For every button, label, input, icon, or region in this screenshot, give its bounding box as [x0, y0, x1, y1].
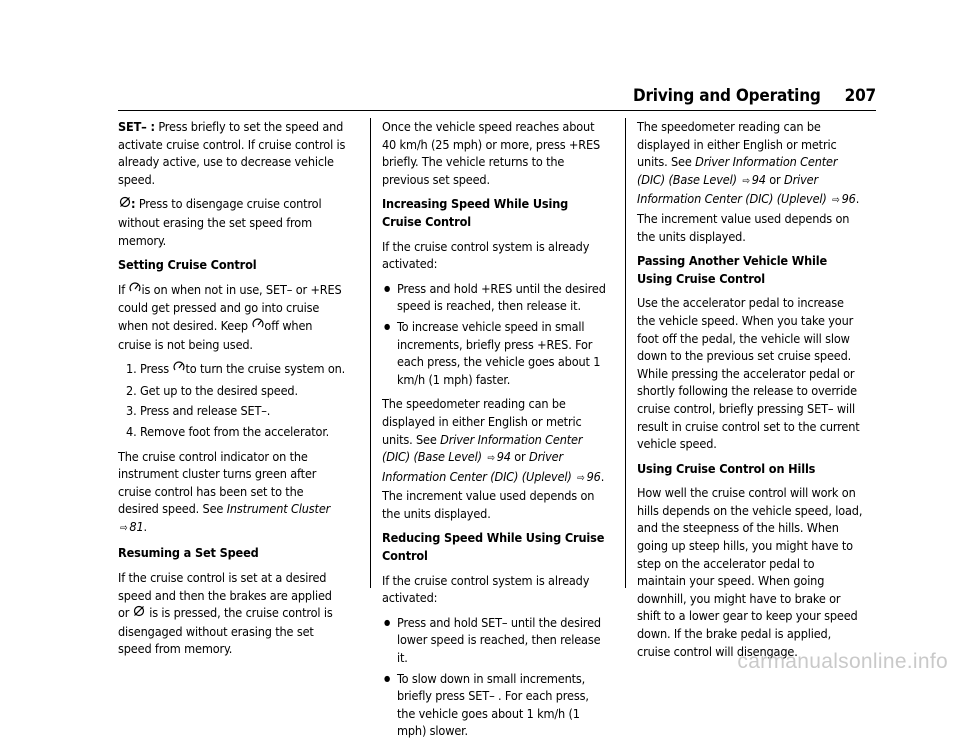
column-divider: [370, 118, 371, 588]
column-2: [382, 118, 610, 747]
cruise-cancel-icon: [118, 196, 131, 214]
page-header: [633, 86, 876, 106]
paragraph: Once the vehicle speed reaches about 40 km/h (25 mph) or more, press +RES briefly. The vehicle returns to the previous set speed.: [382, 119, 601, 187]
paragraph: The speedometer reading can be displayed in either English or metric units. See Driver Information Center (DIC) (Base Level) ⇨ 94 or Driver Information Center (DIC) (Uplevel) ⇨ 96. The increment value used depends on the units displayed.: [382, 396, 605, 521]
list-item: 1. Press to turn the cruise system on.: [140, 360, 346, 379]
list-item: ● To increase vehicle speed in small increments, briefly press +RES. For each press, the vehicle goes about 1 km/h (1 mph) faster.: [397, 318, 610, 388]
list-item: ● Press and hold +RES until the desired speed is reached, then release it.: [397, 280, 610, 315]
subheading: Passing Another Vehicle While Using Cruise Control: [637, 253, 828, 286]
paragraph: If the cruise control is set at a desired speed and then the brakes are applied or is is pressed, the cruise control is disengaged without erasing the set speed from memory.: [118, 570, 333, 657]
subheading: Resuming a Set Speed: [118, 545, 259, 561]
cruise-control-icon: [128, 282, 141, 300]
page-arrow-icon: ⇨: [577, 472, 585, 484]
subheading: Increasing Speed While Using Cruise Control: [382, 196, 569, 229]
steps-list: [118, 360, 346, 440]
cross-reference[interactable]: Driver Information Center (DIC) (Uplevel): [382, 449, 572, 484]
page-reference[interactable]: 96: [841, 191, 856, 207]
bullet-list: [382, 280, 610, 389]
cross-reference[interactable]: Driver Information Center (DIC) (Uplevel): [637, 171, 827, 207]
column-1: [118, 118, 346, 665]
list-item: 4. Remove foot from the accelerator.: [140, 423, 346, 441]
paragraph: The cruise control indicator on the instrument cluster turns green after cruise control has been set to the desired speed. See Instrument Cluster ⇨ 81.: [118, 448, 331, 534]
cruise-control-icon: [172, 361, 185, 379]
page-arrow-icon: ⇨: [120, 522, 128, 534]
list-item: ● To slow down in small increments, briefly press SET– . For each press, the vehicle goes about 1 km/h (1 mph) slower.: [397, 670, 610, 740]
page-reference[interactable]: 94: [496, 449, 511, 465]
column-divider: [625, 118, 626, 588]
paragraph: SET– : Press briefly to set the speed and activate cruise control. If cruise control is already active, use to decrease vehicle speed.: [118, 119, 346, 187]
subheading: Reducing Speed While Using Cruise Control: [382, 530, 605, 564]
list-item: ● Press and hold SET– until the desired lower speed is reached, then release it.: [397, 614, 610, 667]
paragraph: Use the accelerator pedal to increase the vehicle speed. When you take your foot off the pedal, the vehicle will slow down to the previous set cruise speed. While pressing the accelerator pedal or shortly following the release to override cruise control, briefly pressing SET– will result in cruise control set to the current vehicle speed.: [637, 295, 860, 452]
cruise-cancel-icon: [133, 605, 146, 623]
paragraph: If the cruise control system is already activated:: [382, 572, 590, 606]
paragraph: If is on when not in use, SET– or +RES could get pressed and go into cruise when not desired. Keep off when cruise is not being used.: [118, 281, 342, 352]
page-arrow-icon: ⇨: [742, 175, 750, 187]
subheading: Using Cruise Control on Hills: [637, 460, 816, 476]
page-arrow-icon: ⇨: [832, 195, 840, 207]
list-item: 2. Get up to the desired speed.: [140, 382, 346, 400]
watermark: carmanualsonline.info: [737, 650, 948, 673]
header-rule: [118, 110, 876, 111]
cross-reference[interactable]: Instrument Cluster: [226, 501, 331, 517]
cruise-control-icon: [251, 318, 264, 336]
cross-reference[interactable]: Driver Information Center (DIC) (Base Level): [637, 154, 838, 187]
page-reference[interactable]: 94: [751, 171, 766, 187]
page-reference[interactable]: 81: [129, 518, 144, 534]
page-arrow-icon: ⇨: [487, 453, 495, 465]
section-title: Driving and Operating: [632, 86, 821, 106]
paragraph: : Press to disengage cruise control without erasing the set speed from memory.: [118, 196, 322, 248]
list-item: 3. Press and release SET–.: [140, 402, 346, 420]
bullet-list: [382, 614, 610, 740]
paragraph: The speedometer reading can be displayed in either English or metric units. See Driver Information Center (DIC) (Base Level) ⇨ 94 or Driver Information Center (DIC) (Uplevel) ⇨ 96. The increment value used depends on the units displayed.: [637, 119, 860, 244]
cross-reference[interactable]: Driver Information Center (DIC) (Base Level): [382, 431, 583, 465]
page-number: 207: [844, 86, 876, 106]
subheading: Setting Cruise Control: [118, 257, 257, 273]
paragraph: If the cruise control system is already activated:: [382, 238, 590, 272]
page-reference[interactable]: 96: [586, 468, 601, 484]
column-3: [637, 118, 865, 667]
paragraph: How well the cruise control will work on hills depends on the vehicle speed, load, and the steepness of the hills. When going up steep hills, you might have to step on the accelerator pedal to maintain your speed. When going downhill, you might have to brake or shift to a lower gear to keep your speed down. If the brake pedal is applied, cruise control will disengage.: [637, 485, 863, 659]
